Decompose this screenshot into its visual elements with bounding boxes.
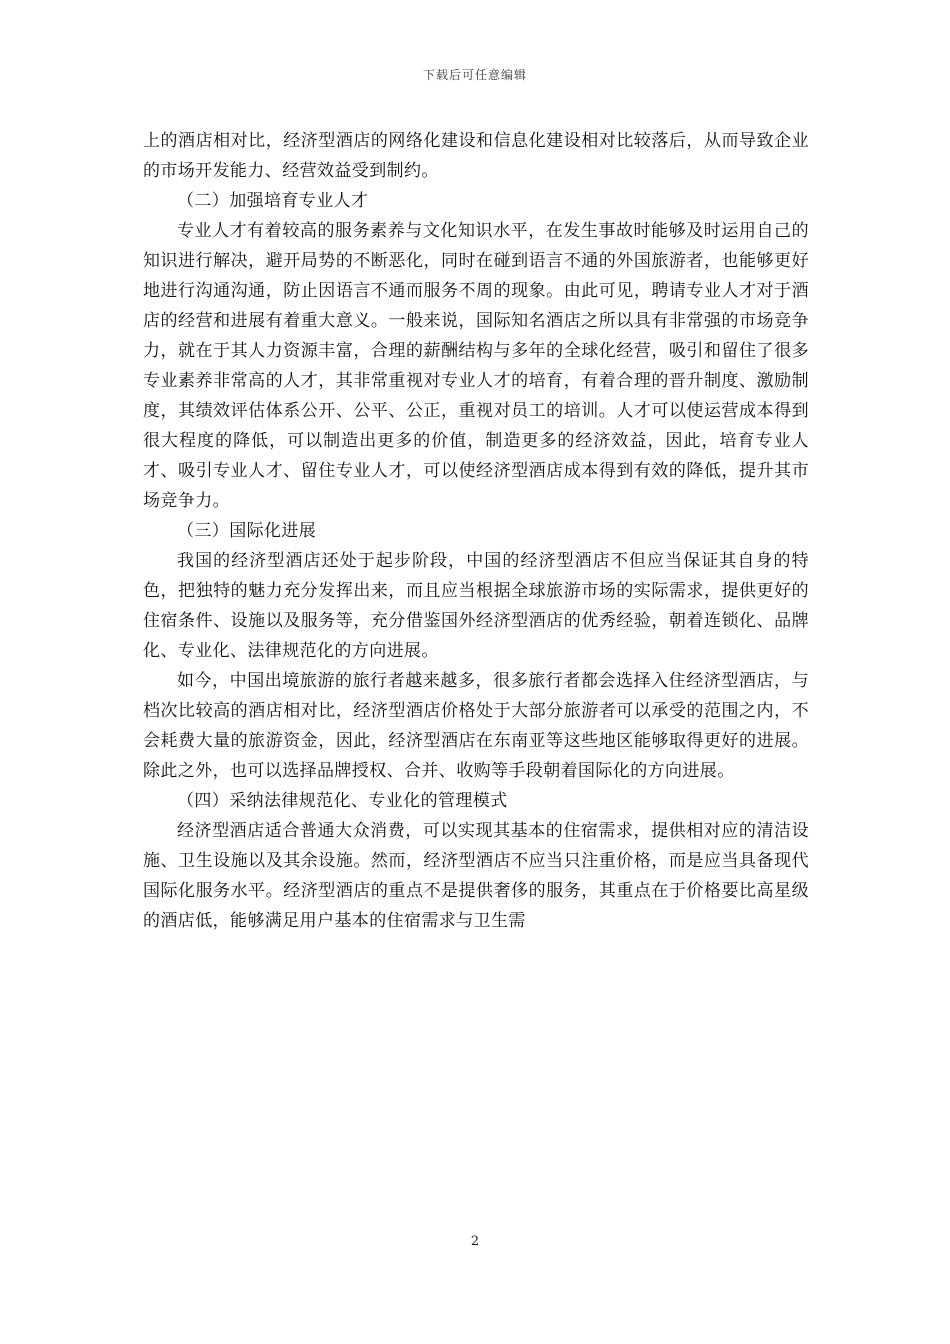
paragraph: 专业人才有着较高的服务素养与文化知识水平，在发生事故时能够及时运用自己的知识进行解决，避开局势的不断恶化，同时在碰到语言不通的外国旅游者，也能够更好地进行沟通沟通，防止因语言不通而服务不周的现象。由此可见，聘请专业人才对于酒店的经营和进展有着重大意义。一般来说，国际知名酒店之所以具有非常强的市场竞争力，就在于其人力资源丰富，合理的薪酬结构与多年的全球化经营，吸引和留住了很多专业素养非常高的人才，其非常重视对专业人才的培育，有着合理的晋升制度、激励制度，其绩效评估体系公开、公平、公正，重视对员工的培训。人才可以使运营成本得到很大程度的降低，可以制造出更多的价值，制造更多的经济效益，因此，培育专业人才、吸引专业人才、留住专业人才，可以使经济型酒店成本得到有效的降低，提升其市场竞争力。 — [143, 221, 809, 511]
paragraph: 我国的经济型酒店还处于起步阶段，中国的经济型酒店不但应当保证其自身的特色，把独特的魅力充分发挥出来，而且应当根据全球旅游市场的实际需求，提供更好的住宿条件、设施以及服务等，充分借鉴国外经济型酒店的优秀经验，朝着连锁化、品牌化、专业化、法律规范化的方向进展。 — [143, 551, 809, 661]
section-heading-3: （三）国际化进展 — [177, 521, 317, 541]
paragraph: 如今，中国出境旅游的旅行者越来越多，很多旅行者都会选择入住经济型酒店，与档次比较高的酒店相对比，经济型酒店价格处于大部分旅游者可以承受的范围之内，不会耗费大量的旅游资金，因此，经济型酒店在东南亚等这些地区能够取得更好的进展。除此之外，也可以选择品牌授权、合并、收购等手段朝着国际化的方向进展。 — [143, 671, 809, 781]
page-number: 2 — [470, 1234, 480, 1249]
page-header: 下载后可任意编辑 — [422, 68, 527, 82]
paragraph: 经济型酒店适合普通大众消费，可以实现其基本的住宿需求，提供相对应的清洁设施、卫生设施以及其余设施。然而，经济型酒店不应当只注重价格，而是应当具备现代国际化服务水平。经济型酒店的重点不是提供奢侈的服务，其重点在于价格要比高星级的酒店低，能够满足用户基本的住宿需求与卫生需 — [143, 821, 809, 931]
document-body — [143, 126, 809, 936]
section-heading-2: （二）加强培育专业人才 — [177, 191, 369, 211]
paragraph-continued: 上的酒店相对比，经济型酒店的网络化建设和信息化建设相对比较落后，从而导致企业的市场开发能力、经营效益受到制约。 — [143, 131, 809, 181]
section-heading-4: （四）采纳法律规范化、专业化的管理模式 — [177, 791, 508, 811]
